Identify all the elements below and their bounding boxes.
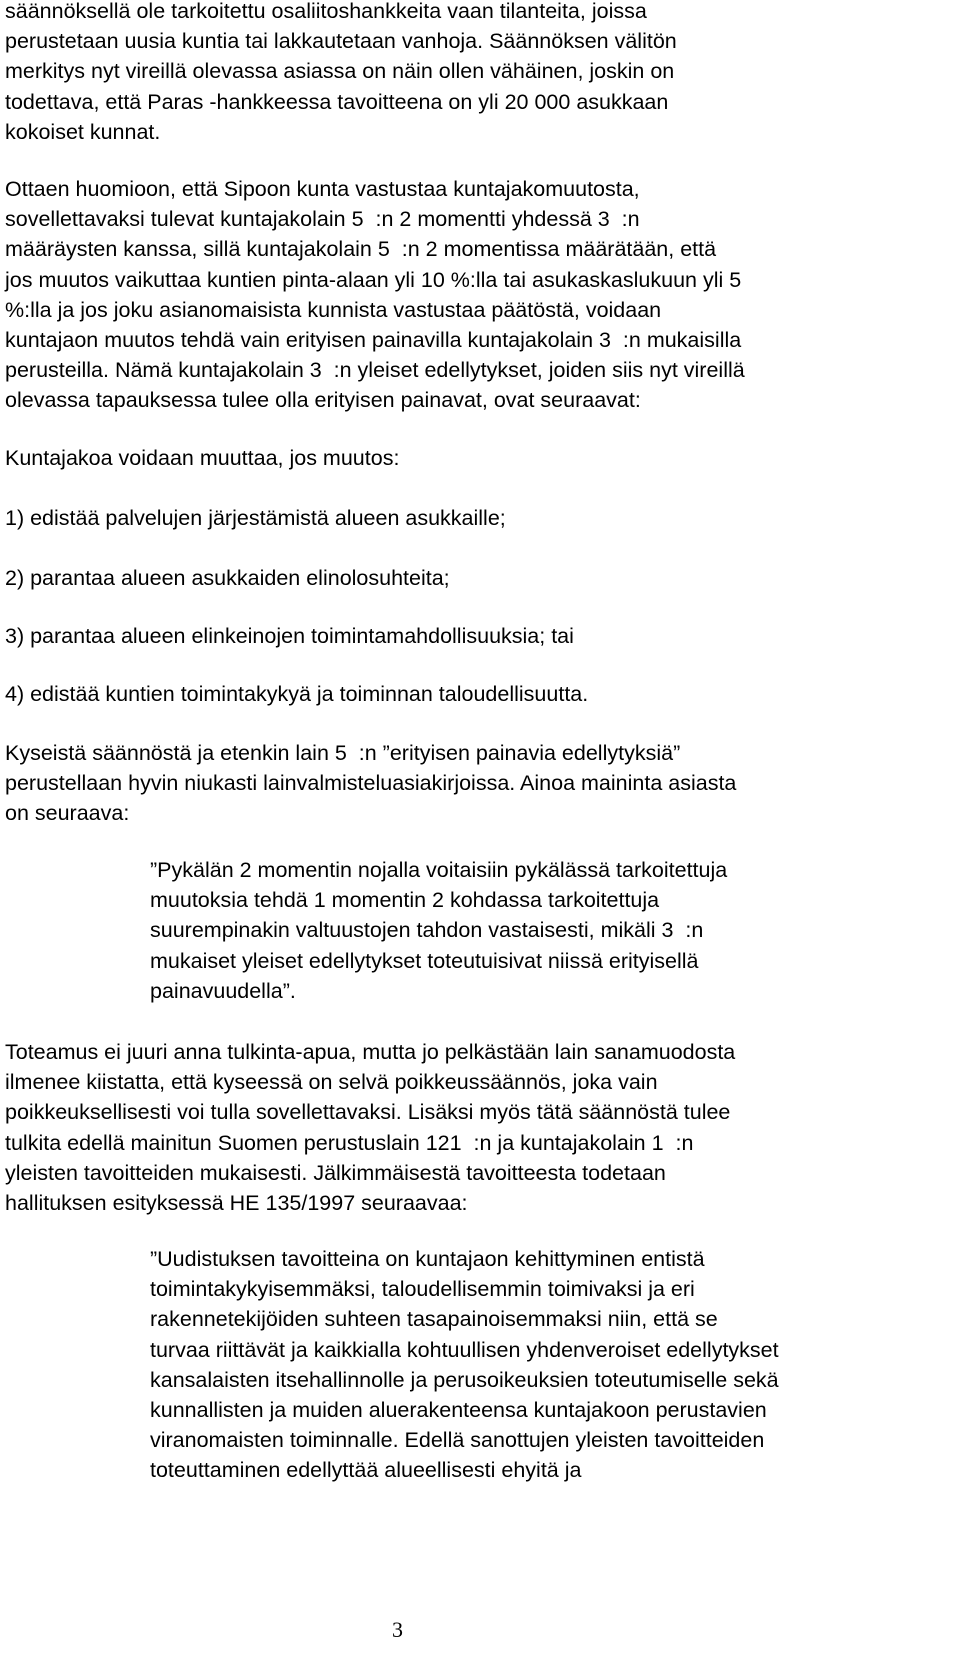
- block-quote-1: [150, 855, 955, 1006]
- text-line: ”Pykälän 2 momentin nojalla voitaisiin pykälässä tarkoitettuja: [150, 858, 728, 882]
- text-line: viranomaisten toiminnalle. Edellä sanottujen yleisten tavoitteiden: [150, 1428, 765, 1453]
- paragraph-intro: [5, 0, 955, 147]
- text-line: perustetaan uusia kuntia tai lakkautetaan vanhoja. Säännöksen välitön: [5, 29, 677, 54]
- text-line: mukaiset yleiset edellytykset toteutuisivat niissä erityisellä: [150, 948, 699, 973]
- text-line: 2) parantaa alueen asukkaiden elinolosuhteita;: [5, 566, 450, 590]
- paragraph-conditions-intro: [5, 443, 955, 473]
- text-line: rakennetekijöiden suhteen tasapainoisemmaksi niin, että se: [150, 1307, 718, 1332]
- text-line: määräysten kanssa, sillä kuntajakolain 5 :n 2 momentissa määrätään, että: [5, 237, 717, 262]
- text-line: tulkita edellä mainitun Suomen perustuslain 121 :n ja kuntajakolain 1 :n: [5, 1130, 694, 1155]
- text-line: Toteamus ei juuri anna tulkinta-apua, mutta jo pelkästään lain sanamuodosta: [5, 1040, 736, 1064]
- text-line: painavuudella”.: [150, 978, 296, 1003]
- text-line: todettava, että Paras -hankkeessa tavoitteena on yli 20 000 asukkaan: [5, 89, 669, 114]
- text-line: poikkeuksellisesti voi tulla sovellettavaksi. Lisäksi myös tätä säännöstä tulee: [5, 1100, 731, 1125]
- text-line: merkitys nyt vireillä olevassa asiassa on näin ollen vähäinen, joskin on: [5, 59, 675, 84]
- text-line: kunnallisten ja muiden aluerakenteensa kuntajakoon perustavien: [150, 1398, 767, 1423]
- text-line: muutoksia tehdä 1 momentin 2 kohdassa tarkoitettuja: [150, 888, 660, 913]
- text-line: säännöksellä ole tarkoitettu osaliitoshankkeita vaan tilanteita, joissa: [5, 0, 647, 23]
- text-line: %:lla ja jos joku asianomaisista kunnista vastustaa päätöstä, voidaan: [5, 297, 662, 322]
- text-line: Kuntajakoa voidaan muuttaa, jos muutos:: [5, 446, 400, 470]
- text-line: ”Uudistuksen tavoitteina on kuntajaon kehittyminen entistä: [150, 1247, 705, 1271]
- text-line: 3) parantaa alueen elinkeinojen toimintamahdollisuuksia; tai: [5, 624, 574, 648]
- text-line: perusteilla. Nämä kuntajakolain 3 :n yleiset edellytykset, joiden siis nyt vireillä: [5, 358, 745, 383]
- text-line: sovellettavaksi tulevat kuntajakolain 5 :n 2 momentti yhdessä 3 :n: [5, 207, 640, 232]
- text-line: turvaa riittävät ja kaikkialla kohtuullisen yhdenveroiset edellytykset: [150, 1337, 779, 1362]
- text-line: 1) edistää palvelujen järjestämistä alueen asukkaille;: [5, 506, 506, 530]
- text-line: hallituksen esityksessä HE 135/1997 seuraavaa:: [5, 1191, 468, 1216]
- text-line: kuntajaon muutos tehdä vain erityisen painavilla kuntajakolain 3 :n mukaisilla: [5, 328, 742, 353]
- list-item-2: [5, 563, 955, 593]
- text-line: yleisten tavoitteiden mukaisesti. Jälkimmäisestä tavoitteesta todetaan: [5, 1160, 666, 1185]
- list-item-3: [5, 621, 955, 651]
- text-line: toimintakykyisemmäksi, taloudellisemmin toimivaksi ja eri: [150, 1277, 695, 1302]
- block-quote-2: [150, 1244, 955, 1486]
- text-line: suurempinakin valtuustojen tahdon vastaisesti, mikäli 3 :n: [150, 918, 704, 943]
- text-line: olevassa tapauksessa tulee olla erityisen painavat, ovat seuraavat:: [5, 388, 641, 413]
- list-item-4: [5, 679, 955, 709]
- text-line: kokoiset kunnat.: [5, 119, 161, 144]
- paragraph-sipoo: [5, 174, 955, 416]
- paragraph-interpretation: [5, 1037, 955, 1218]
- text-line: kansalaisten itsehallinnolle ja perusoikeuksien toteutumiselle sekä: [150, 1367, 779, 1392]
- text-line: on seuraava:: [5, 801, 130, 826]
- page-number: 3: [392, 1617, 403, 1642]
- text-line: Ottaen huomioon, että Sipoon kunta vastustaa kuntajakomuutosta,: [5, 177, 640, 201]
- paragraph-justification: [5, 738, 955, 829]
- text-line: ilmenee kiistatta, että kyseessä on selvä poikkeussäännös, joka vain: [5, 1070, 658, 1095]
- text-line: toteuttaminen edellyttää alueellisesti ehyitä ja: [150, 1458, 582, 1483]
- text-line: Kyseistä säännöstä ja etenkin lain 5 :n ”erityisen painavia edellytyksiä”: [5, 741, 681, 765]
- text-line: jos muutos vaikuttaa kuntien pinta-alaan yli 10 %:lla tai asukaskaslukuun yli 5: [5, 267, 742, 292]
- list-item-1: [5, 503, 955, 533]
- text-line: 4) edistää kuntien toimintakykyä ja toiminnan taloudellisuutta.: [5, 682, 589, 706]
- text-line: perustellaan hyvin niukasti lainvalmisteluasiakirjoissa. Ainoa maininta asiasta: [5, 771, 737, 796]
